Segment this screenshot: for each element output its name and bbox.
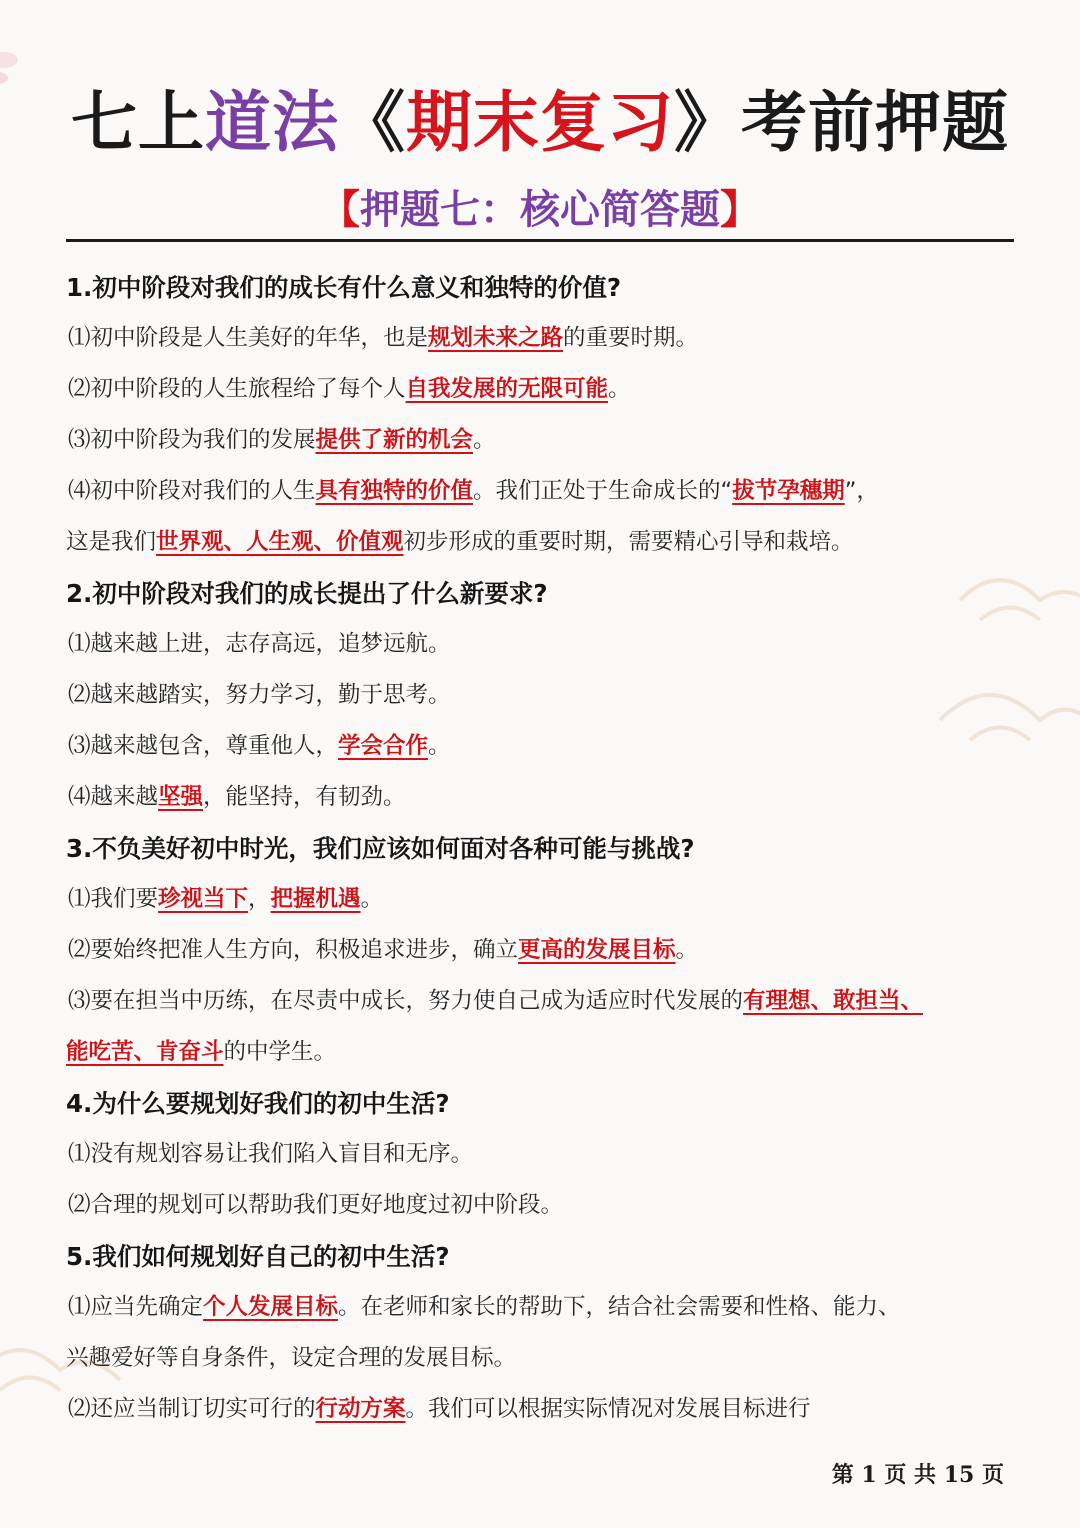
answer-text: ⑵还应当制订切实可行的 [68,1396,316,1422]
answer-text: 。 [473,427,496,453]
answer-1-1 [66,313,1018,364]
answer-text: 这是我们 [66,529,157,555]
title-part-grade: 七上 [71,84,205,161]
page-title [0,78,1080,168]
key-phrase: 世界观、人生观、价值观 [156,529,404,555]
key-phrase: 具有独特的价值 [315,478,474,504]
answer-5-1-continued [66,1333,1018,1384]
title-part-subject: 道法 [205,84,339,161]
answer-text: 兴趣爱好等自身条件，设定合理的发展目标。 [66,1345,517,1371]
answer-text: 。 [360,886,384,912]
title-part-review: 期末复习 [406,84,674,161]
question-2-title: 2.初中阶段对我们的成长提出了什么新要求? [66,579,548,608]
answer-text: 。在老师和家长的帮助下，结合社会需要和性格、能力、 [338,1294,901,1320]
key-phrase: 把握机遇 [270,886,361,912]
title-bracket-open: 《 [339,84,406,161]
answer-text: ⑶初中阶段为我们的发展 [68,427,316,453]
answer-text: ⑴没有规划容易让我们陷入盲目和无序。 [68,1141,474,1167]
key-phrase: 行动方案 [315,1396,406,1422]
answer-text: 的中学生。 [223,1039,337,1065]
answer-text: ⑴越来越上进，志存高远，追梦远航。 [68,631,451,657]
key-phrase: 规划未来之路 [428,325,564,351]
key-phrase: 珍视当下 [158,886,249,912]
key-phrase: 拔节孕穗期 [732,478,845,504]
answer-text: ， [248,886,271,912]
answer-text: ⑵初中阶段的人生旅程给了每个人 [68,376,406,402]
answer-1-4-continued [66,517,1018,568]
title-bracket-close: 》 [674,84,741,161]
answer-text: 。 [608,376,631,402]
answer-text: ⑵要始终把准人生方向，积极追求进步，确立 [68,937,519,963]
answer-4-1 [66,1129,1018,1180]
answer-3-2 [66,925,1018,976]
answer-3-1 [66,874,1018,925]
answer-text: ⑶要在担当中历练，在尽责中成长，努力使自己成为适应时代发展的 [68,988,744,1014]
answer-1-2 [66,364,1018,415]
answer-5-2 [66,1384,1018,1435]
answer-text: ⑴我们要 [68,886,159,912]
answer-text: ”， [844,478,879,504]
key-phrase: 有理想、敢担当、 [743,988,924,1014]
key-phrase: 个人发展目标 [203,1294,339,1320]
question-list [66,262,1018,1435]
answer-5-1 [66,1282,1018,1333]
subtitle-bracket-close: 】 [720,187,760,233]
answer-2-3 [66,721,1018,772]
answer-text: 初步形成的重要时期，需要精心引导和栽培。 [403,529,854,555]
question-3-title: 3.不负美好初中时光，我们应该如何面对各种可能与挑战? [66,834,695,863]
answer-text: ⑵合理的规划可以帮助我们更好地度过初中阶段。 [68,1192,564,1218]
question-5-title: 5.我们如何规划好自己的初中生活? [66,1242,450,1271]
key-phrase: 坚强 [158,784,204,810]
page-number: 第 1 页 共 15 页 [831,1462,1004,1488]
answer-text: ⑴应当先确定 [68,1294,204,1320]
answer-1-4 [66,466,1018,517]
answer-1-3 [66,415,1018,466]
answer-text: ⑷越来越 [68,784,159,810]
answer-text: 。我们可以根据实际情况对发展目标进行 [405,1396,811,1422]
key-phrase: 更高的发展目标 [518,937,676,963]
flower-decoration [0,0,50,90]
answer-4-2 [66,1180,1018,1231]
subtitle-bracket-open: 【 [320,187,360,233]
question-4-title: 4.为什么要规划好我们的初中生活? [66,1089,450,1118]
question-1-title: 1.初中阶段对我们的成长有什么意义和独特的价值? [66,273,622,302]
answer-3-3-continued [66,1027,1018,1078]
title-divider [66,239,1014,242]
answer-text: ⑶越来越包含，尊重他人， [68,733,339,759]
title-part-exam: 考前押题 [741,84,1009,161]
answer-text: ⑷初中阶段对我们的人生 [68,478,316,504]
answer-2-2 [66,670,1018,721]
page-subtitle [0,180,1080,240]
subtitle-text: 押题七：核心简答题 [360,187,720,233]
answer-text: ，能坚持，有韧劲。 [203,784,406,810]
answer-3-3 [66,976,1018,1027]
key-phrase: 提供了新的机会 [315,427,474,453]
answer-text: 的重要时期。 [563,325,699,351]
key-phrase: 能吃苦、肯奋斗 [66,1039,224,1065]
answer-text: 。我们正处于生命成长的“ [473,478,733,504]
answer-text: ⑵越来越踏实，努力学习，勤于思考。 [68,682,451,708]
answer-text: ⑴初中阶段是人生美好的年华，也是 [68,325,429,351]
key-phrase: 自我发展的无限可能 [405,376,609,402]
answer-2-1 [66,619,1018,670]
key-phrase: 学会合作 [338,733,429,759]
answer-text: 。 [675,937,699,963]
answer-text: 。 [428,733,451,759]
answer-2-4 [66,772,1018,823]
